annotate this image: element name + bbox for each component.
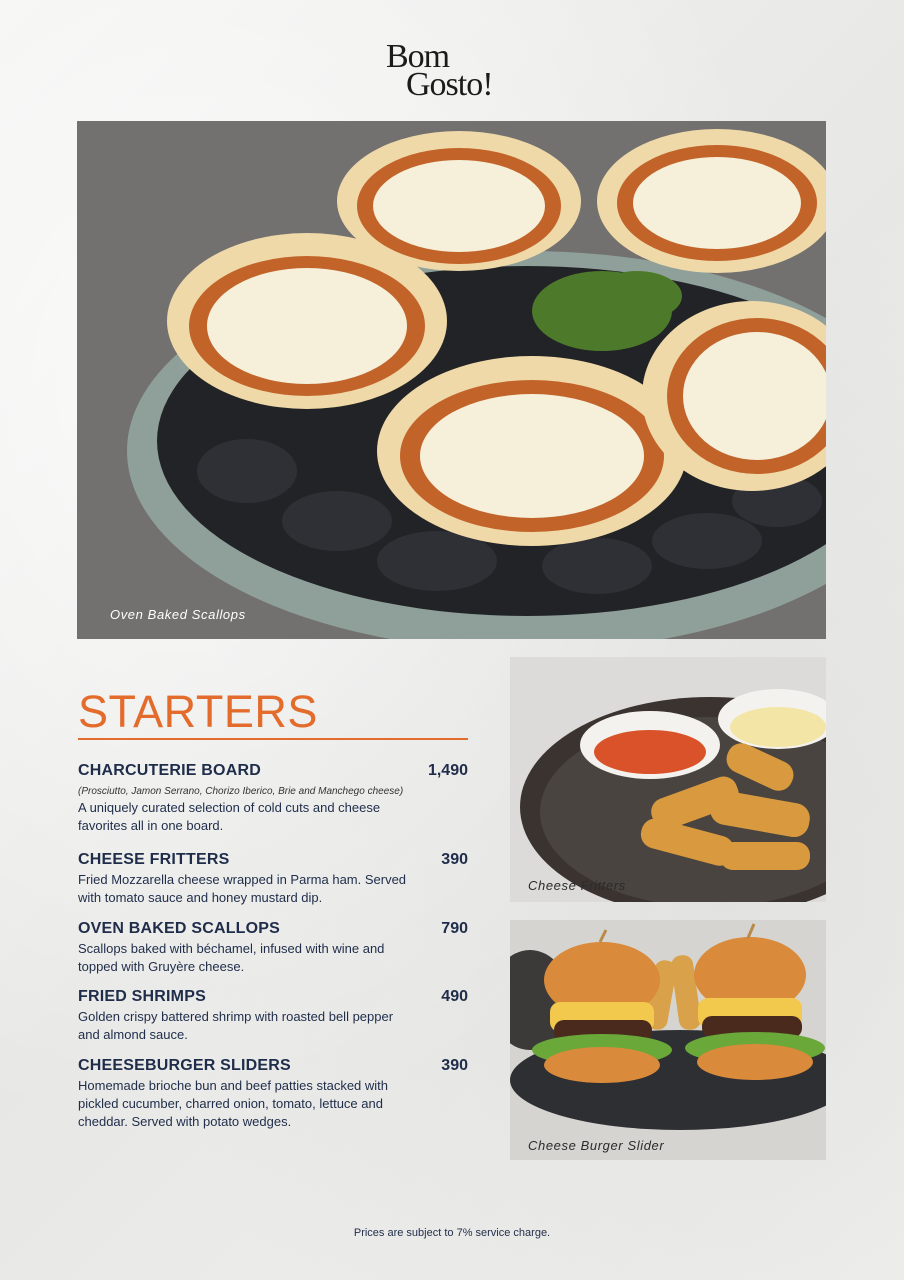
menu-item-charcuterie-board <box>78 762 468 835</box>
item-price: 490 <box>441 988 468 1005</box>
item-description: Golden crispy battered shrimp with roasted bell pepper and almond sauce. <box>78 1009 394 1042</box>
menu-item-cheese-fritters <box>78 851 468 907</box>
brand-logo-line2: Gosto! <box>406 66 493 103</box>
item-description: Homemade brioche bun and beef patties stacked with pickled cucumber, charred onion, tomato, lettuce and cheddar. Served with potato wedges. <box>78 1078 389 1129</box>
menu-item-fried-shrimps <box>78 988 468 1044</box>
cheeseburger-slider-photo <box>510 920 826 1160</box>
item-price: 790 <box>441 920 468 937</box>
item-price: 390 <box>441 851 468 868</box>
item-name: FRIED SHRIMPS <box>78 988 206 1005</box>
item-note: (Prosciutto, Jamon Serrano, Chorizo Iberico, Brie and Manchego cheese) <box>78 786 404 797</box>
item-description: Scallops baked with béchamel, infused with wine and topped with Gruyère cheese. <box>78 941 385 974</box>
hero-caption: Oven Baked Scallops <box>110 607 246 622</box>
section-divider <box>78 738 468 740</box>
item-description: Fried Mozzarella cheese wrapped in Parma ham. Served with tomato sauce and honey mustard dip. <box>78 872 407 905</box>
service-charge-note: Prices are subject to 7% service charge. <box>353 1227 551 1239</box>
section-title: STARTERS <box>78 686 318 737</box>
fritters-caption: Cheese Fritters <box>528 878 626 893</box>
brand-logo <box>386 38 520 102</box>
item-price: 390 <box>441 1057 468 1074</box>
scallops-illustration <box>77 121 826 639</box>
item-name: OVEN BAKED SCALLOPS <box>78 920 281 937</box>
item-name: CHARCUTERIE BOARD <box>78 762 261 779</box>
sliders-illustration <box>510 920 826 1160</box>
menu-item-cheeseburger-sliders <box>78 1057 468 1131</box>
item-name: CHEESEBURGER SLIDERS <box>78 1057 291 1074</box>
menu-item-oven-baked-scallops <box>78 920 468 976</box>
fritters-illustration <box>510 657 826 902</box>
hero-photo <box>77 121 826 639</box>
item-description: A uniquely curated selection of cold cuts and cheese favorites all in one board. <box>78 800 381 833</box>
item-name: CHEESE FRITTERS <box>78 851 230 868</box>
cheese-fritters-photo <box>510 657 826 902</box>
brand-logo-line1: Bom <box>386 38 450 75</box>
item-price: 1,490 <box>427 762 468 779</box>
slider-caption: Cheese Burger Slider <box>528 1138 665 1153</box>
